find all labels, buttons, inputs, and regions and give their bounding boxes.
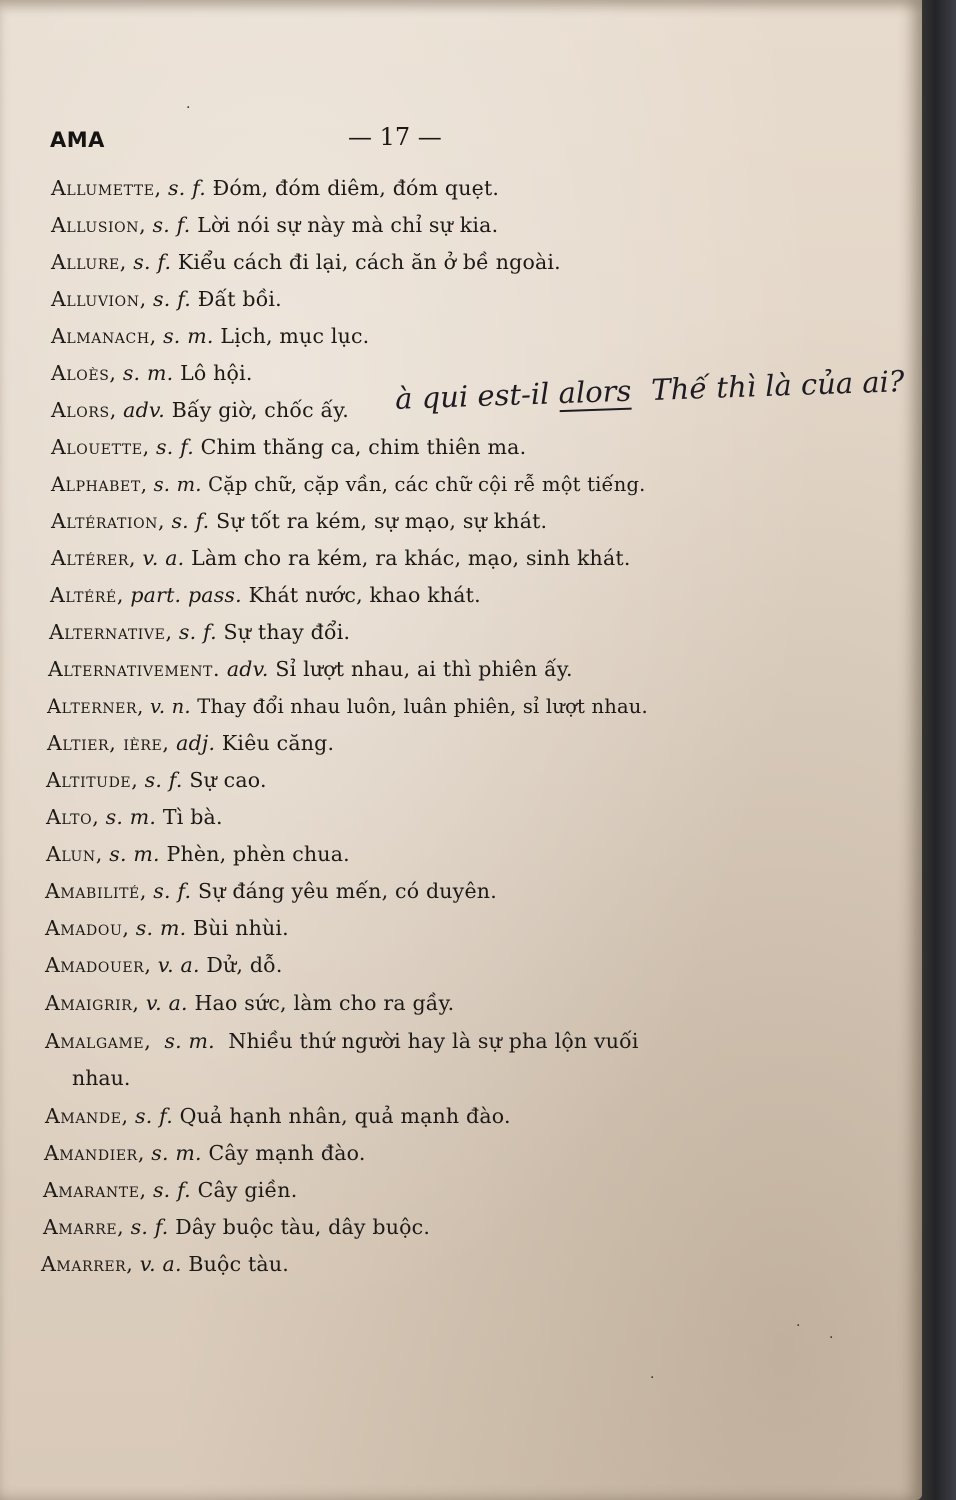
entry-definition: Lời nói sự này mà chỉ sự kia.: [197, 213, 499, 237]
dictionary-entry: Alto, s. m. Tì bà.: [46, 805, 223, 829]
dictionary-entry: Amande, s. f. Quả hạnh nhân, quả mạnh đào.: [45, 1104, 511, 1128]
handwritten-note-french: à qui est-il alors: [394, 373, 632, 416]
entry-headword: Altéré: [50, 583, 117, 607]
entry-definition: Sự cao.: [189, 768, 267, 792]
entry-definition: Sự đáng yêu mến, có duyên.: [197, 879, 497, 903]
entry-definition: Bùi nhùi.: [193, 916, 289, 940]
entry-grammar: v. a.: [157, 953, 200, 977]
entry-grammar: s. f.: [134, 1104, 173, 1128]
entry-definition: Kiểu cách đi lại, cách ăn ở bề ngoài.: [177, 250, 561, 274]
entry-headword: Aloès: [51, 361, 110, 385]
entry-grammar: s. f.: [133, 250, 172, 274]
dictionary-entry: Allure, s. f. Kiểu cách đi lại, cách ăn ở bề ngoài.: [51, 250, 561, 274]
entry-grammar: s. m.: [105, 805, 157, 829]
entry-definition: Lô hội.: [180, 361, 253, 385]
entry-grammar: adj.: [176, 731, 216, 755]
dictionary-entry: Altération, s. f. Sự tốt ra kém, sự mạo, sự khát.: [51, 509, 548, 533]
dictionary-entry: Amabilité, s. f. Sự đáng yêu mến, có duyên.: [45, 879, 497, 903]
entry-grammar: s. f.: [144, 768, 183, 792]
entry-headword: Allure: [51, 250, 120, 274]
entry-grammar: s. f.: [153, 287, 191, 311]
entry-definition: Cây giền.: [197, 1178, 298, 1202]
dictionary-entry: Amandier, s. m. Cây mạnh đào.: [44, 1141, 366, 1165]
ink-speck: ·: [650, 1370, 655, 1386]
entry-grammar: s. f.: [153, 879, 192, 903]
entry-headword: Amalgame: [45, 1029, 145, 1053]
entry-headword: Amadou: [45, 916, 123, 940]
dictionary-entry: Altéré, part. pass. Khát nước, khao khát.: [50, 583, 481, 607]
entry-headword: Amaigrir: [45, 991, 133, 1015]
entry-grammar: s. f.: [171, 509, 210, 533]
entry-definition: Sự tốt ra kém, sự mạo, sự khát.: [216, 509, 548, 533]
entry-definition: Kiêu căng.: [221, 731, 335, 755]
entry-headword: Amarante: [43, 1178, 140, 1202]
entry-definition: Đóm, đóm diêm, đóm quẹt.: [212, 176, 500, 200]
entry-headword: Alternative: [49, 620, 166, 644]
entry-definition: Lịch, mục lục.: [220, 324, 370, 348]
entry-definition: Hao sức, làm cho ra gầy.: [194, 991, 455, 1015]
dictionary-entry: Alors, adv. Bấy giờ, chốc ấy.: [51, 398, 350, 422]
dictionary-entry: Alternative, s. f. Sự thay đổi.: [49, 620, 351, 644]
handwritten-note: [395, 364, 905, 416]
dictionary-entry: Allumette, s. f. Đóm, đóm diêm, đóm quẹt.: [51, 176, 500, 200]
entry-headword: Amande: [45, 1104, 122, 1128]
entry-definition: Nhiều thứ người hay là sự pha lộn vuối: [228, 1029, 639, 1053]
entry-grammar: s. f.: [156, 435, 194, 459]
entry-definition: Sỉ lượt nhau, ai thì phiên ấy.: [275, 657, 573, 681]
entry-headword: Altitude: [46, 768, 132, 792]
entry-grammar: s. f.: [152, 213, 191, 237]
dictionary-entry: Amaigrir, v. a. Hao sức, làm cho ra gầy.: [45, 991, 455, 1015]
entry-headword: Amabilité: [45, 879, 140, 903]
entry-headword: Alouette: [51, 435, 143, 459]
entry-definition: Làm cho ra kém, ra khác, mạo, sinh khát.: [191, 546, 631, 570]
dictionary-entry: Amalgame, s. m. Nhiều thứ người hay là sự pha lộn vuối: [45, 1029, 639, 1053]
entry-headword: Alun: [46, 842, 96, 866]
entry-grammar: s. m.: [151, 1141, 202, 1165]
dictionary-entry: Aloès, s. m. Lô hội.: [51, 361, 253, 385]
dictionary-entry: Alluvion, s. f. Đất bồi.: [51, 287, 282, 311]
entry-headword: Amarrer: [41, 1252, 127, 1276]
entry-grammar: s. f.: [130, 1215, 169, 1239]
entry-definition: Khát nước, khao khát.: [248, 583, 481, 607]
entry-definition: Dây buộc tàu, dây buộc.: [175, 1215, 431, 1239]
entry-grammar: s. f.: [167, 176, 206, 200]
entry-grammar: s. m.: [122, 361, 174, 385]
dictionary-entry: Alouette, s. f. Chim thăng ca, chim thiên ma.: [51, 435, 527, 459]
entry-definition: Quả hạnh nhân, quả mạnh đào.: [179, 1104, 511, 1128]
entry-grammar: s. f.: [152, 1178, 191, 1202]
entry-grammar: part. pass.: [130, 583, 242, 607]
entry-headword: Alphabet: [51, 473, 141, 496]
book-edge: [918, 0, 956, 1500]
dictionary-entry: Altérer, v. a. Làm cho ra kém, ra khác, mạo, sinh khát.: [51, 546, 631, 570]
page-header: [0, 120, 922, 160]
dictionary-entry: [47, 725, 334, 762]
ink-speck: ·: [186, 100, 191, 116]
dictionary-entry: Amarre, s. f. Dây buộc tàu, dây buộc.: [43, 1215, 431, 1239]
entry-grammar: s. m.: [164, 1029, 215, 1053]
entry-headword: Amadouer: [45, 953, 145, 977]
dictionary-entry: Alphabet, s. m. Cặp chữ, cặp vần, các chữ cội rễ một tiếng.: [51, 473, 646, 496]
dictionary-entry: Alun, s. m. Phèn, phèn chua.: [46, 842, 350, 866]
dictionary-entry: Amarrer, v. a. Buộc tàu.: [41, 1252, 289, 1276]
entry-grammar: adv.: [123, 398, 165, 422]
entry-headword: Altération: [51, 509, 158, 533]
entry-grammar: v. n.: [149, 695, 191, 718]
dictionary-entry: Amarante, s. f. Cây giền.: [43, 1178, 298, 1202]
entry-definition: Tì bà.: [162, 805, 223, 829]
entry-definition: Bấy giờ, chốc ấy.: [171, 398, 350, 422]
entry-grammar: s. m.: [163, 324, 214, 348]
entry-grammar: v. a.: [139, 1252, 182, 1276]
handwritten-note-vietnamese: Thế thì là của ai?: [650, 364, 905, 407]
entry-definition: Dử, dỗ.: [206, 953, 283, 977]
entry-grammar: v. a.: [142, 546, 185, 570]
dictionary-entry: Altitude, s. f. Sự cao.: [46, 768, 267, 792]
ink-speck: ·: [829, 1330, 834, 1346]
entry-headword: Altérer: [51, 546, 130, 570]
entry-grammar: s. f.: [178, 620, 217, 644]
entry-headword: Almanach: [51, 324, 150, 348]
entry-headword: Allusion: [51, 213, 140, 237]
entry-headword: Amarre: [43, 1215, 118, 1239]
ink-speck: ·: [796, 1318, 801, 1334]
page-number: — 17 —: [348, 123, 442, 151]
entry-headword: Amandier: [44, 1141, 138, 1165]
dictionary-entry: Amadou, s. m. Bùi nhùi.: [45, 916, 289, 940]
dictionary-entry: Almanach, s. m. Lịch, mục lục.: [51, 324, 370, 348]
entry-headword: Alterner: [47, 695, 138, 718]
dictionary-entry: Amadouer, v. a. Dử, dỗ.: [45, 953, 283, 977]
entry-headword: Altier, ière,: [47, 731, 170, 755]
entry-grammar: s. m.: [153, 473, 202, 496]
entry-definition: Buộc tàu.: [188, 1252, 289, 1276]
entry-headword: Alors: [51, 398, 110, 422]
entry-headword: Alto: [46, 805, 93, 829]
entry-definition: Thay đổi nhau luôn, luân phiên, sỉ lượt nhau.: [197, 695, 648, 718]
entry-grammar: s. m.: [135, 916, 187, 940]
dictionary-entry: Allusion, s. f. Lời nói sự này mà chỉ sự kia.: [51, 213, 499, 237]
entry-definition: Đất bồi.: [197, 287, 282, 311]
entry-grammar: adv.: [226, 657, 269, 681]
entry-continuation: nhau.: [72, 1066, 131, 1090]
entry-headword: Alternativement.: [48, 657, 221, 681]
entry-definition: Cặp chữ, cặp vần, các chữ cội rễ một tiếng.: [208, 473, 646, 496]
entry-headword: Allumette: [51, 176, 155, 200]
dictionary-entry: [48, 651, 573, 688]
running-head: AMA: [50, 128, 105, 152]
entry-definition: Sự thay đổi.: [223, 620, 351, 644]
entry-definition: Cây mạnh đào.: [208, 1141, 366, 1165]
entry-definition: Chim thăng ca, chim thiên ma.: [200, 435, 527, 459]
entry-grammar: v. a.: [145, 991, 188, 1015]
entry-definition: Phèn, phèn chua.: [166, 842, 350, 866]
underlined-word: alors: [557, 373, 632, 411]
entry-headword: Alluvion: [51, 287, 140, 311]
dictionary-entry: Alterner, v. n. Thay đổi nhau luôn, luân phiên, sỉ lượt nhau.: [47, 695, 648, 718]
entry-grammar: s. m.: [109, 842, 160, 866]
